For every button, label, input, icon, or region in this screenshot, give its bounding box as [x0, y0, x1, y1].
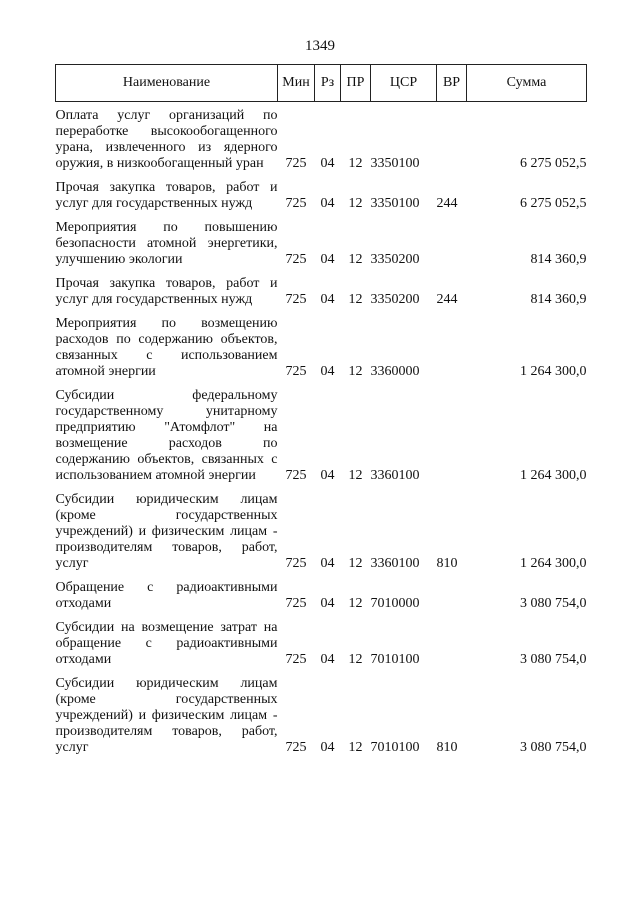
row-csr: 3350200: [370, 292, 420, 307]
row-rz: 04: [320, 252, 335, 267]
row-name: Субсидии на возмещение затрат на обращение с радиоактивными отходами: [55, 620, 278, 667]
budget-table: [55, 64, 587, 758]
row-vr: [437, 102, 467, 175]
row-sum: 1 264 300,0: [520, 468, 587, 483]
row-min: 725: [285, 596, 307, 611]
row-rz: 04: [320, 596, 335, 611]
row-min: 725: [285, 252, 307, 267]
row-sum: 3 080 754,0: [520, 652, 587, 667]
row-rz: 04: [320, 468, 335, 483]
row-sum: 1 264 300,0: [520, 556, 587, 571]
table-row: [56, 670, 587, 758]
row-name: Обращение с радиоактивными отходами: [55, 580, 278, 611]
header-rz: Рз: [315, 65, 341, 102]
header-name: Наименование: [56, 65, 278, 102]
header-sum: Сумма: [467, 65, 587, 102]
header-pr: ПР: [341, 65, 371, 102]
row-name: Субсидии федеральному государственному унитарному предприятию "Атомфлот" на возмещение расходов по содержанию объектов, связанных с использованием атомной энергии: [55, 388, 278, 483]
table-row: [56, 486, 587, 574]
row-name: Прочая закупка товаров, работ и услуг для государственных нужд: [55, 180, 278, 211]
row-pr: 12: [348, 364, 363, 379]
row-csr: 7010100: [370, 652, 420, 667]
table-row: [56, 214, 587, 270]
row-name: Мероприятия по возмещению расходов по содержанию объектов, связанных с использованием атомной энергии: [55, 316, 278, 379]
row-pr: 12: [348, 252, 363, 267]
row-name: Прочая закупка товаров, работ и услуг для государственных нужд: [55, 276, 278, 307]
row-csr: 3360100: [370, 556, 420, 571]
row-min: 725: [285, 156, 307, 171]
table-row: [56, 574, 587, 614]
table-row: [56, 614, 587, 670]
row-csr: 3360000: [370, 364, 420, 379]
row-name: Субсидии юридическим лицам (кроме государственных учреждений) и физическим лицам - производителям товаров, работ, услуг: [55, 492, 278, 571]
row-pr: 12: [348, 196, 363, 211]
table-row: [56, 382, 587, 486]
row-vr: 810: [436, 740, 458, 755]
header-vr: ВР: [437, 65, 467, 102]
row-vr: [437, 310, 467, 382]
row-rz: 04: [320, 156, 335, 171]
row-vr: [437, 614, 467, 670]
row-vr: [437, 214, 467, 270]
row-vr: 244: [436, 196, 458, 211]
row-min: 725: [285, 740, 307, 755]
row-csr: 3350100: [370, 196, 420, 211]
row-pr: 12: [348, 740, 363, 755]
row-rz: 04: [320, 740, 335, 755]
page-number: 1349: [305, 38, 335, 54]
row-min: 725: [285, 468, 307, 483]
row-pr: 12: [348, 292, 363, 307]
row-vr: 244: [436, 292, 458, 307]
row-vr: 810: [436, 556, 458, 571]
row-min: 725: [285, 292, 307, 307]
table-row: [56, 310, 587, 382]
row-rz: 04: [320, 364, 335, 379]
row-vr: [437, 382, 467, 486]
table-row: [56, 174, 587, 214]
row-pr: 12: [348, 596, 363, 611]
row-name: Оплата услуг организаций по переработке высокообогащенного урана, извлеченного из ядерного оружия, в низкообогащенный уран: [55, 108, 278, 171]
row-min: 725: [285, 652, 307, 667]
row-pr: 12: [348, 156, 363, 171]
row-min: 725: [285, 556, 307, 571]
header-csr: ЦСР: [371, 65, 437, 102]
row-csr: 3350200: [370, 252, 420, 267]
row-min: 725: [285, 364, 307, 379]
row-sum: 814 360,9: [530, 252, 587, 267]
row-rz: 04: [320, 292, 335, 307]
row-csr: 3350100: [370, 156, 420, 171]
row-sum: 3 080 754,0: [520, 596, 587, 611]
table-header-row: [56, 65, 587, 102]
row-min: 725: [285, 196, 307, 211]
row-rz: 04: [320, 556, 335, 571]
row-csr: 7010100: [370, 740, 420, 755]
row-csr: 7010000: [370, 596, 420, 611]
row-name: Мероприятия по повышению безопасности атомной энергетики, улучшению экологии: [55, 220, 278, 267]
row-sum: 6 275 052,5: [520, 196, 587, 211]
row-vr: [437, 574, 467, 614]
row-pr: 12: [348, 556, 363, 571]
row-csr: 3360100: [370, 468, 420, 483]
row-sum: 814 360,9: [530, 292, 587, 307]
table-row: [56, 270, 587, 310]
row-sum: 3 080 754,0: [520, 740, 587, 755]
row-rz: 04: [320, 196, 335, 211]
row-name: Субсидии юридическим лицам (кроме государственных учреждений) и физическим лицам - производителям товаров, работ, услуг: [55, 676, 278, 755]
row-sum: 1 264 300,0: [520, 364, 587, 379]
row-pr: 12: [348, 652, 363, 667]
table-row: [56, 102, 587, 175]
row-pr: 12: [348, 468, 363, 483]
header-min: Мин: [278, 65, 315, 102]
row-sum: 6 275 052,5: [520, 156, 587, 171]
row-rz: 04: [320, 652, 335, 667]
